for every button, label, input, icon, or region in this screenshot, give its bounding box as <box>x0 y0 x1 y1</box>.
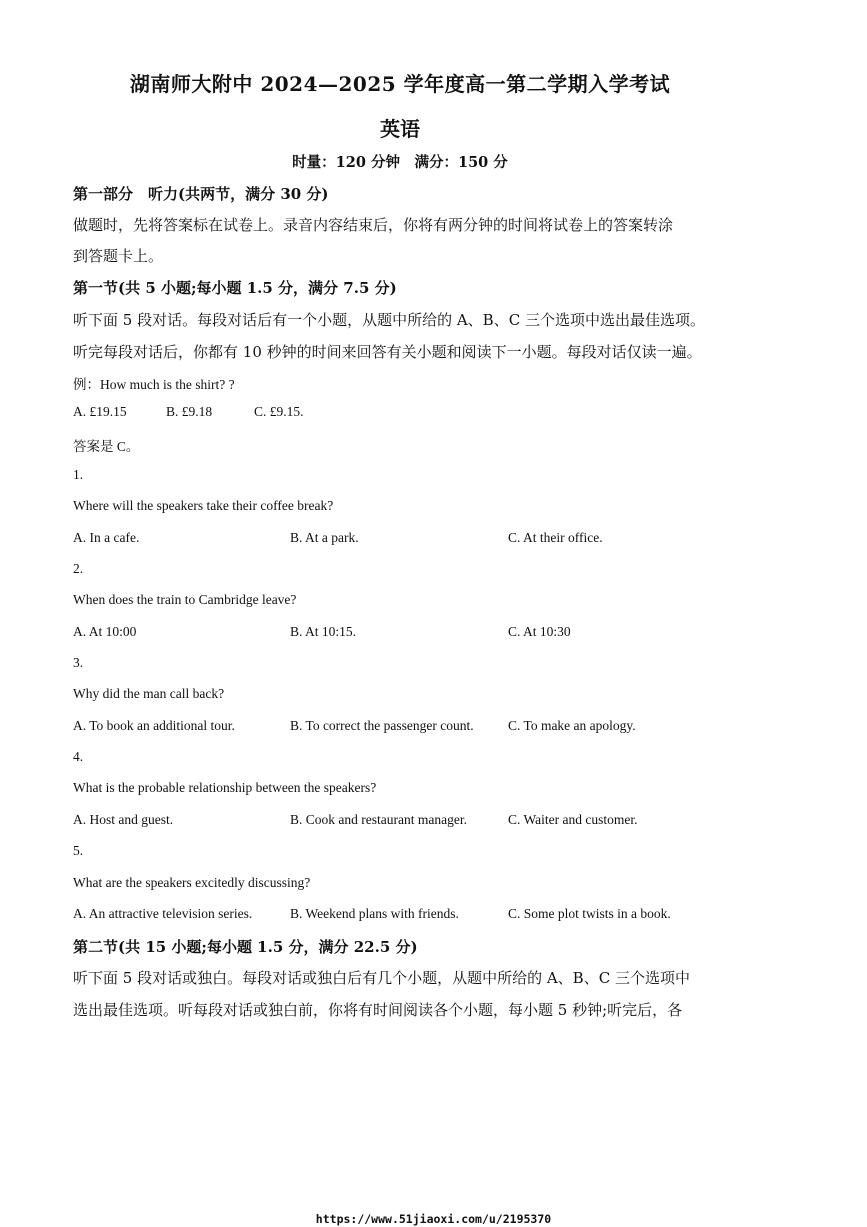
example-option-a: A. £19.15 <box>73 404 127 419</box>
part1-instruction-line1: 做题时，先将答案标在试卷上。录音内容结束后，你将有两分钟的时间将试卷上的答案转涂 <box>73 216 674 234</box>
example-option-b: B. £9.18 <box>166 404 213 419</box>
section1-instruction-line2: 听完每段对话后，你都有 10 秒钟的时间来回答有关小题和阅读下一小题。每段对话仅读一遍。 <box>73 343 702 361</box>
question-number: 1. <box>73 467 84 482</box>
section2-instruction-line1: 听下面 5 段对话或独白。每段对话或独白后有几个小题，从题中所给的 A、B、C 三个选项中 <box>73 969 690 987</box>
example-answer: 答案是 C。 <box>73 439 140 454</box>
section2-instruction-line2: 选出最佳选项。听每段对话或独白前，你将有时间阅读各个小题，每小题 5 秒钟;听完后，各 <box>73 1001 683 1019</box>
option-c: C. Some plot twists in a book. <box>508 906 671 921</box>
exam-title: 湖南师大附中 2024—2025 学年度高一第二学期入学考试 <box>129 72 671 96</box>
option-c: C. Waiter and customer. <box>508 812 638 827</box>
option-b: B. At 10:15. <box>290 624 357 639</box>
option-b: B. To correct the passenger count. <box>290 718 474 733</box>
exam-meta: 时量：120 分钟 满分：150 分 <box>292 154 508 171</box>
section1-instruction-line1: 听下面 5 段对话。每段对话后有一个小题，从题中所给的 A、B、C 三个选项中选出最佳选项。 <box>73 311 705 329</box>
option-c: C. To make an apology. <box>508 718 636 733</box>
option-a: A. An attractive television series. <box>73 906 253 921</box>
option-b: B. At a park. <box>290 530 359 545</box>
question-number: 2. <box>73 561 84 576</box>
example-option-c: C. £9.15. <box>254 404 304 419</box>
question-text: When does the train to Cambridge leave? <box>73 592 297 607</box>
option-a: A. To book an additional tour. <box>73 718 235 733</box>
example-question: 例：How much is the shirt? ? <box>73 377 235 392</box>
question-number: 5. <box>73 843 84 858</box>
option-c: C. At their office. <box>508 530 603 545</box>
question-number: 4. <box>73 749 84 764</box>
option-a: A. Host and guest. <box>73 812 174 827</box>
question-text: What is the probable relationship between the speakers? <box>73 780 377 795</box>
section1-heading: 第一节(共 5 小题;每小题 1.5 分，满分 7.5 分) <box>73 279 397 297</box>
section2-heading: 第二节(共 15 小题;每小题 1.5 分，满分 22.5 分) <box>73 938 418 956</box>
question-text: Where will the speakers take their coffee break? <box>73 498 334 513</box>
part1-instruction-line2: 到答题卡上。 <box>73 247 164 265</box>
option-b: B. Weekend plans with friends. <box>290 906 459 921</box>
option-a: A. In a cafe. <box>73 530 140 545</box>
option-b: B. Cook and restaurant manager. <box>290 812 467 827</box>
footer-url: https://www.51jiaoxi.com/u/2195370 <box>315 1212 552 1226</box>
subject-title: 英语 <box>380 117 420 141</box>
question-text: Why did the man call back? <box>73 686 225 701</box>
part1-heading: 第一部分 听力(共两节，满分 30 分) <box>73 185 329 203</box>
option-a: A. At 10:00 <box>73 624 137 639</box>
option-c: C. At 10:30 <box>508 624 571 639</box>
question-number: 3. <box>73 655 84 670</box>
question-text: What are the speakers excitedly discussing? <box>73 875 311 890</box>
